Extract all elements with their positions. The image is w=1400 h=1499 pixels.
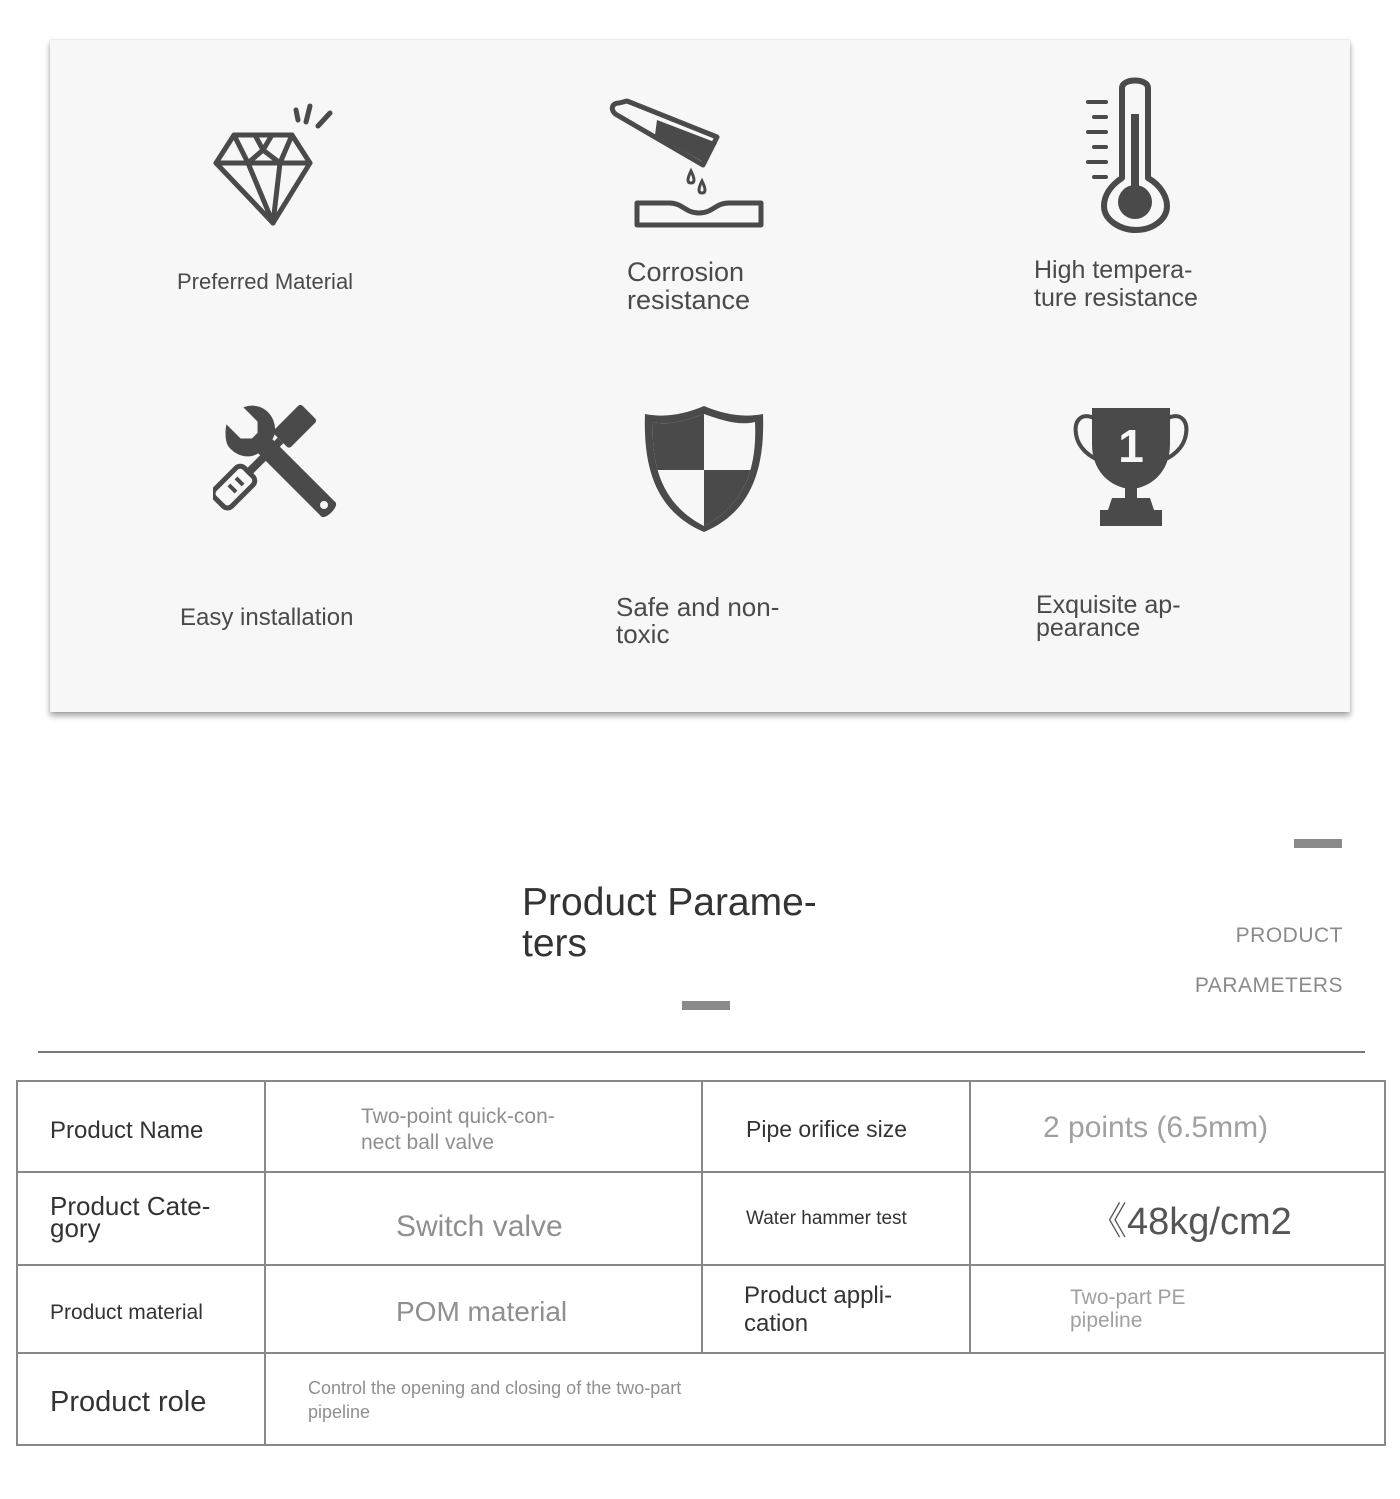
divider (38, 1051, 1365, 1053)
test-tube-icon (605, 95, 775, 230)
section-title: Product Parame- ters (522, 881, 817, 965)
param-key-product-name: Product Name (18, 1082, 266, 1173)
trophy-rank: 1 (1118, 420, 1144, 472)
param-value-category: Switch valve (266, 1173, 703, 1266)
trophy-icon (1072, 404, 1190, 530)
feature-label: Preferred Material (177, 269, 354, 294)
feature-label: Corrosion resistance (627, 257, 751, 316)
diamond-icon (210, 100, 340, 230)
corner-dash (1294, 839, 1342, 848)
param-value-water-hammer: 《48kg/cm2 (971, 1173, 1384, 1266)
param-value-pipe-orifice: 2 points (6.5mm) (971, 1082, 1384, 1173)
section-subtitle: PRODUCT PARAMETERS (1194, 924, 1343, 997)
tools-icon (213, 404, 343, 534)
title-dash (682, 1001, 730, 1010)
features-panel (50, 40, 1350, 712)
param-value-application: Two-part PE pipeline (971, 1266, 1384, 1354)
param-key-category: Product Cate- gory (18, 1173, 266, 1266)
param-key-role: Product role (18, 1354, 266, 1444)
feature-label: Easy installation (180, 604, 354, 631)
param-value-product-name: Two-point quick-con- nect ball valve (266, 1082, 703, 1173)
param-key-water-hammer: Water hammer test (703, 1173, 971, 1266)
param-value-role: Control the opening and closing of the two-part pipeline (308, 1378, 682, 1422)
params-table (16, 1080, 1386, 1446)
thermometer-icon (1080, 74, 1180, 234)
feature-label: Safe and non- toxic (616, 592, 780, 650)
feature-label: High tempera- ture resistance (1034, 256, 1198, 312)
feature-label: Exquisite ap- pearance (1036, 591, 1181, 642)
param-key-material: Product material (18, 1266, 266, 1354)
shield-icon (643, 404, 765, 532)
param-value-material: POM material (266, 1266, 703, 1354)
param-key-pipe-orifice: Pipe orifice size (703, 1082, 971, 1173)
param-key-application: Product appli- cation (703, 1266, 971, 1354)
